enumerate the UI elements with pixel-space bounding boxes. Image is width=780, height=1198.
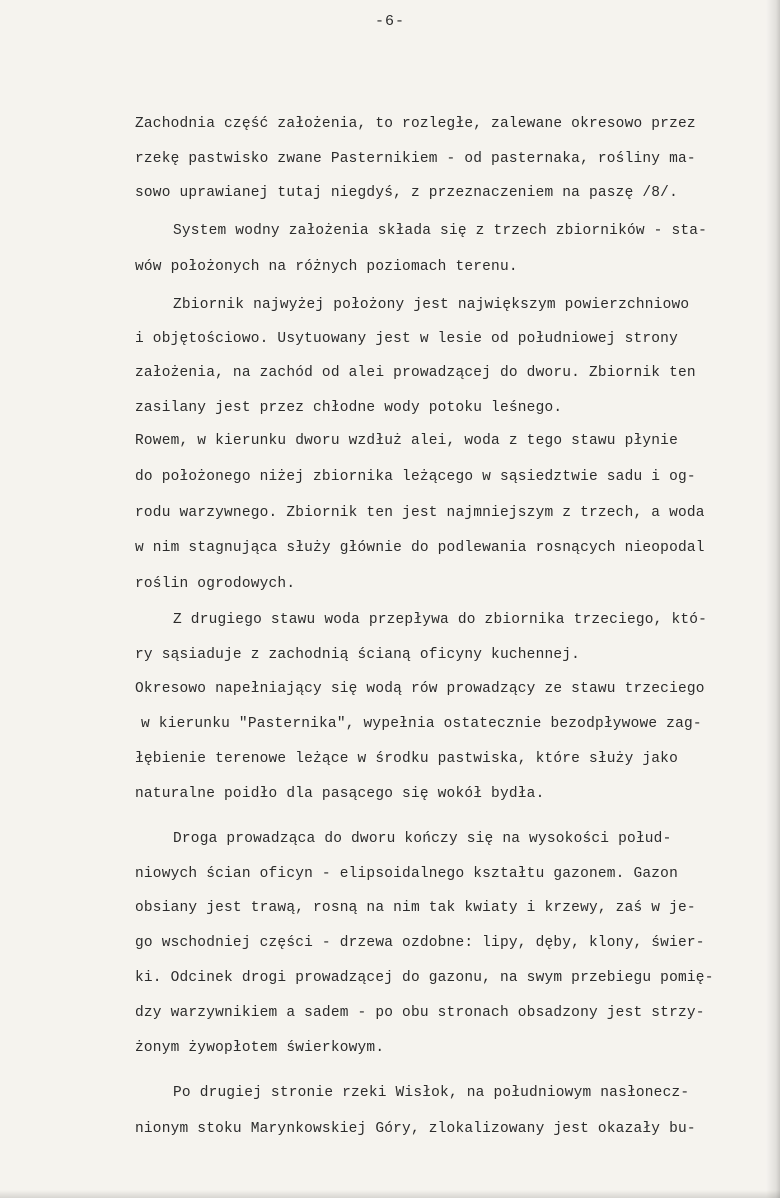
page-bottom-shadow — [0, 1190, 780, 1198]
text-line: niowych ścian oficyn - elipsoidalnego kształtu gazonem. Gazon — [135, 866, 678, 882]
text-line: ki. Odcinek drogi prowadzącej do gazonu, na swym przebiegu pomię- — [135, 970, 714, 986]
text-line: Z drugiego stawu woda przepływa do zbiornika trzeciego, któ- — [173, 612, 708, 628]
page-number: -6- — [374, 13, 405, 30]
text-line: założenia, na zachód od alei prowadzącej do dworu. Zbiornik ten — [135, 365, 696, 381]
text-line: zasilany jest przez chłodne wody potoku leśnego. — [135, 400, 563, 416]
text-line: go wschodniej części - drzewa ozdobne: lipy, dęby, klony, świer- — [135, 935, 705, 951]
text-line: obsiany jest trawą, rosną na nim tak kwiaty i krzewy, zaś w je- — [135, 900, 696, 916]
text-line: naturalne poidło dla pasącego się wokół bydła. — [135, 786, 545, 802]
text-line: rzekę pastwisko zwane Pasternikiem - od pasternaka, rośliny ma- — [135, 151, 696, 167]
text-line: łębienie terenowe leżące w środku pastwiska, które służy jako — [135, 751, 678, 767]
text-line: dzy warzywnikiem a sadem - po obu stronach obsadzony jest strzy- — [135, 1005, 705, 1021]
text-line: Okresowo napełniający się wodą rów prowadzący ze stawu trzeciego — [135, 681, 705, 697]
text-line: ry sąsiaduje z zachodnią ścianą oficyny kuchennej. — [135, 647, 581, 663]
text-line: i objętościowo. Usytuowany jest w lesie od południowej strony — [135, 331, 678, 347]
text-line: nionym stoku Marynkowskiej Góry, zlokalizowany jest okazały bu- — [135, 1121, 696, 1137]
text-line: do położonego niżej zbiornika leżącego w sąsiedztwie sadu i og- — [135, 469, 696, 485]
text-line: wów położonych na różnych poziomach terenu. — [135, 259, 518, 275]
text-line: System wodny założenia składa się z trzech zbiorników - sta- — [173, 223, 708, 239]
text-line: rodu warzywnego. Zbiornik ten jest najmniejszym z trzech, a woda — [135, 505, 705, 521]
text-line: sowo uprawianej tutaj niegdyś, z przeznaczeniem na paszę /8/. — [135, 185, 678, 201]
text-line: Po drugiej stronie rzeki Wisłok, na południowym nasłonecz- — [173, 1085, 690, 1101]
text-line: Droga prowadząca do dworu kończy się na wysokości połud- — [173, 831, 672, 847]
page-edge-shadow — [766, 0, 780, 1198]
text-line: roślin ogrodowych. — [135, 576, 296, 592]
text-line: Zachodnia część założenia, to rozległe, zalewane okresowo przez — [135, 116, 696, 132]
text-line: w kierunku "Pasternika", wypełnia ostatecznie bezodpływowe zag- — [141, 716, 702, 732]
text-line: w nim stagnująca służy głównie do podlewania rosnących nieopodal — [135, 540, 705, 556]
text-line: Rowem, w kierunku dworu wzdłuż alei, woda z tego stawu płynie — [135, 433, 678, 449]
text-line: żonym żywopłotem świerkowym. — [135, 1040, 385, 1056]
text-line: Zbiornik najwyżej położony jest największym powierzchniowo — [173, 297, 690, 313]
